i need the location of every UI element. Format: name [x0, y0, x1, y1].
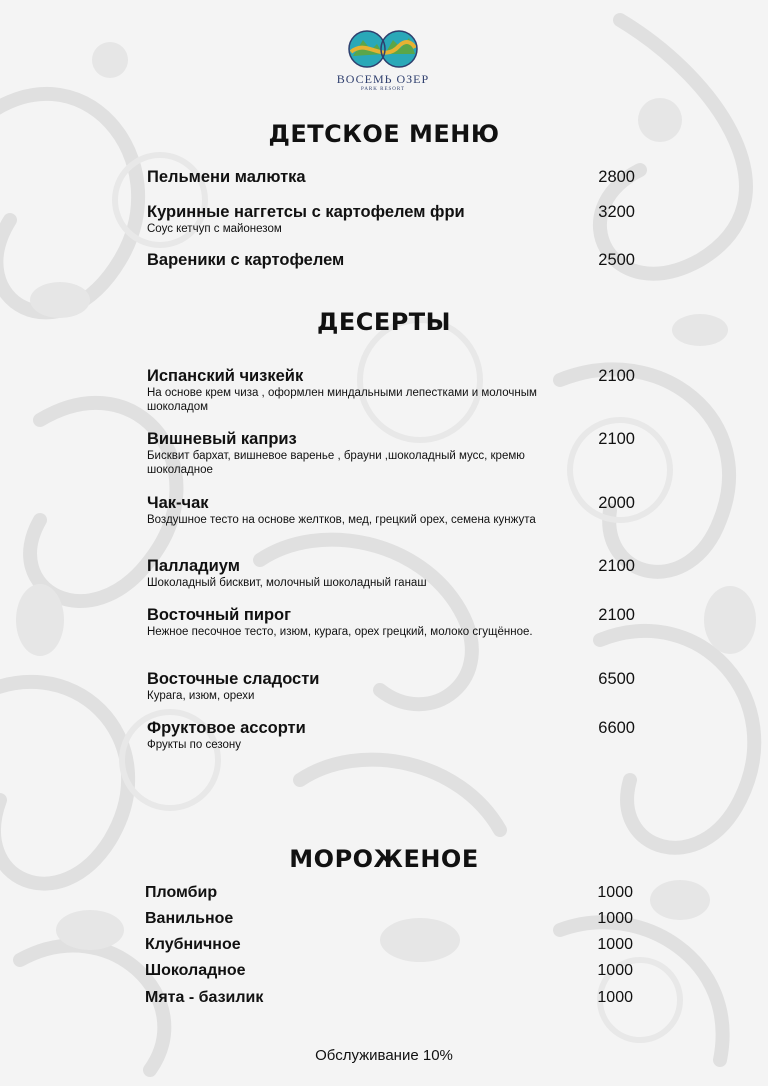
- menu-item: [147, 606, 637, 639]
- item-price: 2100: [598, 557, 635, 575]
- item-description: Нежное песочное тесто, изюм, курага, орех грецкий, молоко сгущённое.: [147, 626, 533, 638]
- menu-item: [147, 251, 637, 270]
- item-price: 1000: [597, 936, 633, 953]
- item-description: Соус кетчуп с майонезом: [147, 223, 282, 235]
- item-price: 2100: [598, 606, 635, 624]
- item-name: Фруктовое ассорти: [147, 719, 306, 737]
- menu-item: [145, 988, 635, 1007]
- item-name: Куринные наггетсы с картофелем фри: [147, 203, 465, 221]
- lakes-infinity-icon: [347, 28, 419, 70]
- item-name: Вишневый каприз: [147, 430, 297, 448]
- item-name: Испанский чизкейк: [147, 367, 304, 385]
- section-title-desserts: ДЕСЕРТЫ: [316, 308, 452, 336]
- item-description: Шоколадный бисквит, молочный шоколадный ганаш: [147, 577, 427, 589]
- item-price: 3200: [598, 203, 635, 221]
- item-description: Бисквит бархат, вишневое варенье , брауни ,шоколадный мусс, кремю шоколадное: [147, 450, 525, 476]
- item-price: 2800: [598, 168, 635, 186]
- menu-item: [145, 935, 635, 954]
- item-name: Палладиум: [147, 557, 240, 575]
- item-price: 2100: [598, 367, 635, 385]
- section-title-kids: ДЕТСКОЕ МЕНЮ: [268, 120, 500, 148]
- menu-item: [147, 168, 637, 187]
- brand-logo: [318, 28, 448, 92]
- menu-item: [147, 203, 637, 236]
- item-price: 6500: [598, 670, 635, 688]
- item-name: Клубничное: [145, 936, 241, 953]
- menu-item: [147, 494, 637, 527]
- menu-item: [145, 961, 635, 980]
- menu-item: [147, 719, 637, 752]
- item-price: 1000: [597, 989, 633, 1006]
- menu-item: [145, 883, 635, 902]
- item-name: Вареники с картофелем: [147, 251, 345, 269]
- menu-item: [147, 670, 637, 703]
- item-name: Восточный пирог: [147, 606, 291, 624]
- menu-item: [147, 367, 637, 414]
- item-description: Фрукты по сезону: [147, 739, 241, 751]
- item-description: На основе крем чиза , оформлен миндальными лепестками и молочным шоколадом: [147, 387, 537, 413]
- brand-subtitle: PARK RESORT: [361, 87, 405, 92]
- item-price: 2100: [598, 430, 635, 448]
- menu-item: [147, 430, 637, 477]
- service-charge-note: Обслуживание 10%: [315, 1047, 453, 1064]
- item-description: Курага, изюм, орехи: [147, 690, 255, 702]
- item-price: 1000: [597, 884, 633, 901]
- item-description: Воздушное тесто на основе желтков, мед, грецкий орех, семена кунжута: [147, 514, 536, 526]
- item-name: Пломбир: [145, 884, 218, 901]
- menu-item: [145, 909, 635, 928]
- menu-item: [147, 557, 637, 590]
- section-title-icecream: МОРОЖЕНОЕ: [289, 845, 479, 873]
- item-name: Пельмени малютка: [147, 168, 306, 186]
- item-name: Мята - базилик: [145, 989, 264, 1006]
- item-name: Чак-чак: [147, 494, 209, 512]
- item-price: 6600: [598, 719, 635, 737]
- item-price: 1000: [597, 910, 633, 927]
- item-name: Ванильное: [145, 910, 234, 927]
- brand-name: ВОСЕМЬ ОЗЕР: [336, 72, 430, 86]
- item-price: 2500: [598, 251, 635, 269]
- item-name: Шоколадное: [145, 962, 246, 979]
- item-price: 1000: [597, 962, 633, 979]
- item-name: Восточные сладости: [147, 670, 320, 688]
- item-price: 2000: [598, 494, 635, 512]
